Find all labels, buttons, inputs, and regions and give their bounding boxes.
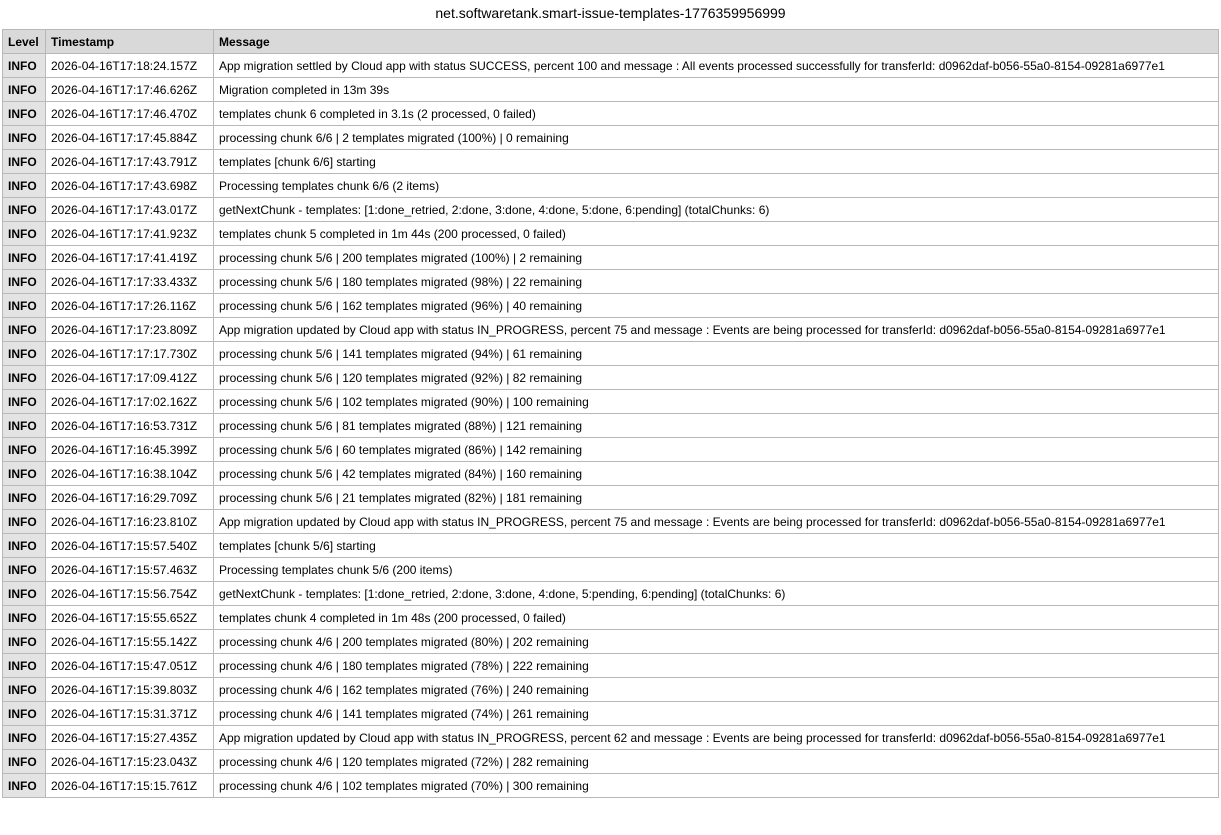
message-cell: processing chunk 4/6 | 141 templates migrated (74%) | 261 remaining <box>214 702 1219 726</box>
table-row <box>3 126 1219 150</box>
message-cell: processing chunk 4/6 | 102 templates migrated (70%) | 300 remaining <box>214 774 1219 798</box>
message-cell: App migration updated by Cloud app with status IN_PROGRESS, percent 62 and message : Events are being processed for transferId: d0962daf-b056-55a0-8154-09281a6977e1 <box>214 726 1219 750</box>
message-cell: processing chunk 5/6 | 81 templates migrated (88%) | 121 remaining <box>214 414 1219 438</box>
table-row <box>3 174 1219 198</box>
message-cell: App migration settled by Cloud app with status SUCCESS, percent 100 and message : All events processed successfully for transferId: d0962daf-b056-55a0-8154-09281a6977e1 <box>214 54 1219 78</box>
timestamp-cell: 2026-04-16T17:15:57.540Z <box>46 534 214 558</box>
timestamp-cell: 2026-04-16T17:17:09.412Z <box>46 366 214 390</box>
timestamp-cell: 2026-04-16T17:15:15.761Z <box>46 774 214 798</box>
timestamp-cell: 2026-04-16T17:17:17.730Z <box>46 342 214 366</box>
column-header-message: Message <box>214 30 1219 54</box>
level-cell: INFO <box>3 126 46 150</box>
level-cell: INFO <box>3 150 46 174</box>
column-header-timestamp: Timestamp <box>46 30 214 54</box>
table-row <box>3 606 1219 630</box>
level-cell: INFO <box>3 174 46 198</box>
timestamp-cell: 2026-04-16T17:16:38.104Z <box>46 462 214 486</box>
table-row <box>3 366 1219 390</box>
timestamp-cell: 2026-04-16T17:17:45.884Z <box>46 126 214 150</box>
timestamp-cell: 2026-04-16T17:15:55.652Z <box>46 606 214 630</box>
level-cell: INFO <box>3 78 46 102</box>
table-row <box>3 534 1219 558</box>
level-cell: INFO <box>3 246 46 270</box>
timestamp-cell: 2026-04-16T17:15:55.142Z <box>46 630 214 654</box>
message-cell: processing chunk 5/6 | 60 templates migrated (86%) | 142 remaining <box>214 438 1219 462</box>
timestamp-cell: 2026-04-16T17:17:43.698Z <box>46 174 214 198</box>
table-row <box>3 414 1219 438</box>
table-row <box>3 750 1219 774</box>
table-row <box>3 486 1219 510</box>
table-row <box>3 342 1219 366</box>
timestamp-cell: 2026-04-16T17:16:45.399Z <box>46 438 214 462</box>
timestamp-cell: 2026-04-16T17:16:23.810Z <box>46 510 214 534</box>
log-table <box>2 29 1219 798</box>
timestamp-cell: 2026-04-16T17:15:31.371Z <box>46 702 214 726</box>
table-row <box>3 558 1219 582</box>
level-cell: INFO <box>3 654 46 678</box>
page-title: net.softwaretank.smart-issue-templates-1776359956999 <box>435 5 786 21</box>
message-cell: processing chunk 4/6 | 120 templates migrated (72%) | 282 remaining <box>214 750 1219 774</box>
timestamp-cell: 2026-04-16T17:17:41.923Z <box>46 222 214 246</box>
level-cell: INFO <box>3 462 46 486</box>
table-header-row <box>3 30 1219 54</box>
timestamp-cell: 2026-04-16T17:15:23.043Z <box>46 750 214 774</box>
level-cell: INFO <box>3 390 46 414</box>
table-row <box>3 582 1219 606</box>
timestamp-cell: 2026-04-16T17:16:53.731Z <box>46 414 214 438</box>
message-cell: processing chunk 6/6 | 2 templates migrated (100%) | 0 remaining <box>214 126 1219 150</box>
level-cell: INFO <box>3 222 46 246</box>
message-cell: templates [chunk 6/6] starting <box>214 150 1219 174</box>
message-cell: processing chunk 5/6 | 102 templates migrated (90%) | 100 remaining <box>214 390 1219 414</box>
message-cell: Processing templates chunk 5/6 (200 items) <box>214 558 1219 582</box>
timestamp-cell: 2026-04-16T17:17:33.433Z <box>46 270 214 294</box>
level-cell: INFO <box>3 294 46 318</box>
level-cell: INFO <box>3 630 46 654</box>
message-cell: processing chunk 4/6 | 162 templates migrated (76%) | 240 remaining <box>214 678 1219 702</box>
message-cell: App migration updated by Cloud app with status IN_PROGRESS, percent 75 and message : Events are being processed for transferId: d0962daf-b056-55a0-8154-09281a6977e1 <box>214 510 1219 534</box>
level-cell: INFO <box>3 318 46 342</box>
level-cell: INFO <box>3 774 46 798</box>
message-cell: processing chunk 5/6 | 162 templates migrated (96%) | 40 remaining <box>214 294 1219 318</box>
message-cell: Processing templates chunk 6/6 (2 items) <box>214 174 1219 198</box>
level-cell: INFO <box>3 342 46 366</box>
table-row <box>3 726 1219 750</box>
level-cell: INFO <box>3 558 46 582</box>
level-cell: INFO <box>3 102 46 126</box>
level-cell: INFO <box>3 270 46 294</box>
table-row <box>3 318 1219 342</box>
column-header-level: Level <box>3 30 46 54</box>
timestamp-cell: 2026-04-16T17:17:46.626Z <box>46 78 214 102</box>
table-row <box>3 78 1219 102</box>
log-table-body <box>3 54 1219 798</box>
message-cell: processing chunk 4/6 | 180 templates migrated (78%) | 222 remaining <box>214 654 1219 678</box>
level-cell: INFO <box>3 366 46 390</box>
timestamp-cell: 2026-04-16T17:17:41.419Z <box>46 246 214 270</box>
message-cell: App migration updated by Cloud app with status IN_PROGRESS, percent 75 and message : Events are being processed for transferId: d0962daf-b056-55a0-8154-09281a6977e1 <box>214 318 1219 342</box>
message-cell: processing chunk 5/6 | 120 templates migrated (92%) | 82 remaining <box>214 366 1219 390</box>
table-row <box>3 54 1219 78</box>
level-cell: INFO <box>3 702 46 726</box>
message-cell: templates chunk 5 completed in 1m 44s (200 processed, 0 failed) <box>214 222 1219 246</box>
table-row <box>3 774 1219 798</box>
table-row <box>3 510 1219 534</box>
message-cell: templates chunk 4 completed in 1m 48s (200 processed, 0 failed) <box>214 606 1219 630</box>
level-cell: INFO <box>3 750 46 774</box>
message-cell: templates chunk 6 completed in 3.1s (2 processed, 0 failed) <box>214 102 1219 126</box>
timestamp-cell: 2026-04-16T17:17:23.809Z <box>46 318 214 342</box>
table-row <box>3 102 1219 126</box>
table-row <box>3 630 1219 654</box>
timestamp-cell: 2026-04-16T17:17:43.791Z <box>46 150 214 174</box>
timestamp-cell: 2026-04-16T17:15:39.803Z <box>46 678 214 702</box>
timestamp-cell: 2026-04-16T17:17:02.162Z <box>46 390 214 414</box>
timestamp-cell: 2026-04-16T17:17:43.017Z <box>46 198 214 222</box>
level-cell: INFO <box>3 678 46 702</box>
message-cell: templates [chunk 5/6] starting <box>214 534 1219 558</box>
timestamp-cell: 2026-04-16T17:15:27.435Z <box>46 726 214 750</box>
level-cell: INFO <box>3 510 46 534</box>
level-cell: INFO <box>3 438 46 462</box>
table-row <box>3 438 1219 462</box>
message-cell: Migration completed in 13m 39s <box>214 78 1219 102</box>
timestamp-cell: 2026-04-16T17:15:57.463Z <box>46 558 214 582</box>
message-cell: processing chunk 5/6 | 42 templates migrated (84%) | 160 remaining <box>214 462 1219 486</box>
table-row <box>3 702 1219 726</box>
timestamp-cell: 2026-04-16T17:17:26.116Z <box>46 294 214 318</box>
timestamp-cell: 2026-04-16T17:16:29.709Z <box>46 486 214 510</box>
timestamp-cell: 2026-04-16T17:15:56.754Z <box>46 582 214 606</box>
table-row <box>3 222 1219 246</box>
timestamp-cell: 2026-04-16T17:17:46.470Z <box>46 102 214 126</box>
level-cell: INFO <box>3 54 46 78</box>
level-cell: INFO <box>3 726 46 750</box>
message-cell: processing chunk 5/6 | 21 templates migrated (82%) | 181 remaining <box>214 486 1219 510</box>
level-cell: INFO <box>3 414 46 438</box>
message-cell: processing chunk 4/6 | 200 templates migrated (80%) | 202 remaining <box>214 630 1219 654</box>
timestamp-cell: 2026-04-16T17:15:47.051Z <box>46 654 214 678</box>
message-cell: getNextChunk - templates: [1:done_retried, 2:done, 3:done, 4:done, 5:done, 6:pending] (totalChunks: 6) <box>214 198 1219 222</box>
table-row <box>3 294 1219 318</box>
message-cell: getNextChunk - templates: [1:done_retried, 2:done, 3:done, 4:done, 5:pending, 6:pending] (totalChunks: 6) <box>214 582 1219 606</box>
message-cell: processing chunk 5/6 | 200 templates migrated (100%) | 2 remaining <box>214 246 1219 270</box>
table-row <box>3 150 1219 174</box>
table-row <box>3 390 1219 414</box>
level-cell: INFO <box>3 582 46 606</box>
level-cell: INFO <box>3 606 46 630</box>
level-cell: INFO <box>3 198 46 222</box>
message-cell: processing chunk 5/6 | 180 templates migrated (98%) | 22 remaining <box>214 270 1219 294</box>
table-row <box>3 678 1219 702</box>
level-cell: INFO <box>3 534 46 558</box>
table-row <box>3 246 1219 270</box>
level-cell: INFO <box>3 486 46 510</box>
table-row <box>3 462 1219 486</box>
table-row <box>3 198 1219 222</box>
timestamp-cell: 2026-04-16T17:18:24.157Z <box>46 54 214 78</box>
table-row <box>3 270 1219 294</box>
message-cell: processing chunk 5/6 | 141 templates migrated (94%) | 61 remaining <box>214 342 1219 366</box>
table-row <box>3 654 1219 678</box>
